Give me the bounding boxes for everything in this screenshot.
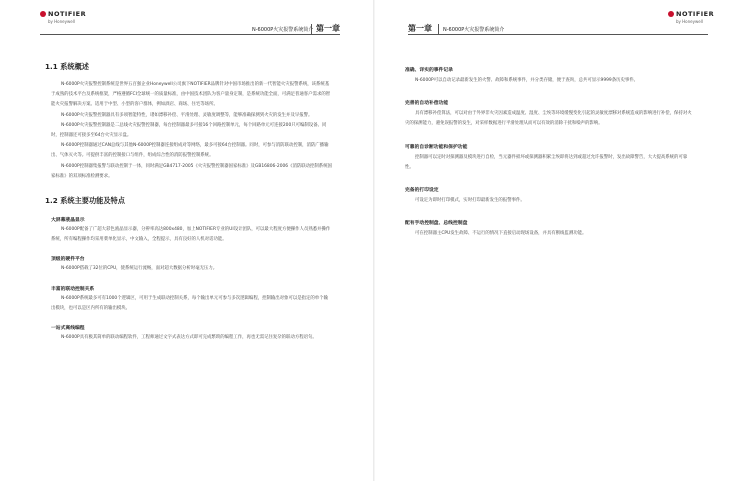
- notifier-logo-icon: [40, 11, 46, 17]
- brand-logo: [40, 10, 86, 24]
- section-title: 1.1 系统概述: [45, 62, 89, 71]
- header-subtitle: N-6000P火灾报警系统简介: [443, 27, 505, 33]
- feature-block: [405, 66, 695, 86]
- feature-heading: 完备的打印设定: [405, 188, 439, 194]
- feature-text: N-6000P具有极其简单的联动编程软件，工程师通过文字式表达方式即可完成繁琐的编程工作，再也无需记住复杂的联动方程语句。: [61, 335, 317, 341]
- header-chapter: 第一章: [316, 24, 340, 33]
- feature-block: [405, 143, 695, 173]
- right-content: [405, 66, 695, 252]
- feature-text: N-6000P可以自动记录最新发生的火警、故障和系统事件，并分类存储，便于查询，总共可显示9999条历史事件。: [415, 78, 639, 83]
- header-chapter: 第一章: [408, 24, 432, 33]
- logo-brand: NOTIFIER: [48, 10, 87, 18]
- brand-logo: [668, 10, 714, 24]
- left-content: [45, 62, 332, 343]
- feature-block: [405, 219, 695, 239]
- header-rule: [408, 34, 708, 35]
- header-rule: [40, 34, 340, 35]
- paragraph: N-6000P控制器集报警与联动控制于一体，同时满足GB4717-2005《火灾报警控制器国家标准》及GB16806-2006《消防联动控制系统国家标准》的双项标准检测要求。: [51, 163, 332, 179]
- logo-brand: NOTIFIER: [676, 10, 715, 18]
- feature-heading: 准确、详实的事件记录: [405, 68, 453, 73]
- logo-sub: by Honeywell: [676, 19, 703, 24]
- feature-text: 具有漂移补偿算法，可以对由于外界非火灾因素造成温度、湿度、尘埃等环境缓慢变化引起的灵敏度漂移对系统造成的影响进行补偿，保持对火灾的探测能力，避免误报警的发生，对采样数据进行平滑处理从而可以有效的消除干扰和噪声的影响。: [405, 111, 692, 127]
- feature-heading: 可靠的自诊断功能和保护功能: [405, 144, 468, 150]
- feature-heading: 一站式离线编程: [51, 326, 85, 332]
- feature-text: 可在控制器主CPU发生故障、不运行的情况下直接启动现场设备，并具有断线监测功能。: [415, 231, 587, 237]
- paragraph: N-6000P控制器通过CAN总线与其他N-6000P控制器连接组成对等网络，最多可接64台控制器。同时，可参与消防联动控制，消防广播输出、气体灭火等。可提供丰富的控制接口与组件，组成综合性的消防报警控制系统。: [51, 143, 329, 159]
- feature-heading: 顶级的硬件平台: [51, 257, 85, 263]
- feature-text: N-6000P配备了广超大彩色液晶显示器，分辨率高达800x480，加上NOTIFIER专业的UI设计团队，可以最大程度方便操作人员熟悉并操作系统，所有编程操作均采用菜单化显示，中文输入，全程提示，具有良好的人机对话功能。: [51, 227, 331, 243]
- feature-text: N-6000P搭载了32位的CPU，使系统运行流畅，面对超大数据分析时毫无压力。: [61, 266, 218, 272]
- feature-block: [405, 186, 695, 206]
- feature-heading: 配有手动控制盘、总线控制盘: [405, 221, 468, 227]
- feature-text: 控制器可以定时对探测器及模块进行自检，当元器件损坏或探测器积累尘埃即将达到或超过允许报警时，发出故障警告，大大提高系统的可靠性。: [405, 154, 688, 170]
- paragraph: N-6000P火灾报警控制器具有多项智能特性，诸如漂移补偿、平滑处理、灵敏度调整等，能够准确探测到火灾的发生并及早报警。: [61, 112, 313, 118]
- logo-sub: by Honeywell: [48, 19, 75, 24]
- right-page: [375, 0, 750, 481]
- feature-heading: 完善的自动补偿功能: [405, 101, 449, 107]
- paragraph: N-6000P火灾报警控制系统是世界五百强企业Honeywell公司旗下NOTIFIER品牌针对中国市场推出的新一代智能火灾报警系统，该系统基于成熟的技术平台及系统框架，严格遵循FCI全球统一的质量标准，由中国技术团队为客户量身定制，是系统功能全面，可满足普通客户需求的智能火灾报警解决方案。适用于中型、小型的客户群体，例如酒店、商场、住宅等场所。: [51, 82, 331, 108]
- feature-heading: 丰富的联动控制关系: [51, 286, 95, 292]
- feature-heading: 大屏幕液晶显示: [51, 218, 85, 224]
- header-subtitle: N-6000P火灾报警系统简介: [252, 27, 314, 33]
- notifier-logo-icon: [668, 11, 674, 17]
- feature-text: N-6000P系统最多可有1000个逻辑区，可用于生成联动控制关系，每个输出单元可参与多次逻辑编程，控制输出对象可以是指定的单个输出模块，也可以是区内所有的输出模块。: [51, 295, 328, 311]
- feature-block: [405, 99, 695, 129]
- feature-text: 可设定为即时打印模式，实时打印最新发生的报警事件。: [415, 198, 525, 204]
- section-title: 1.2 系统主要功能及特点: [45, 196, 125, 206]
- paragraph: N-6000P火灾报警控制器是二总线火灾报警控制器，每台控制器最多可接16个回路控制单元，每个回路单元可连接200只可编制设备。同时，控制器还可接多至64台火灾显示盘。: [51, 122, 327, 139]
